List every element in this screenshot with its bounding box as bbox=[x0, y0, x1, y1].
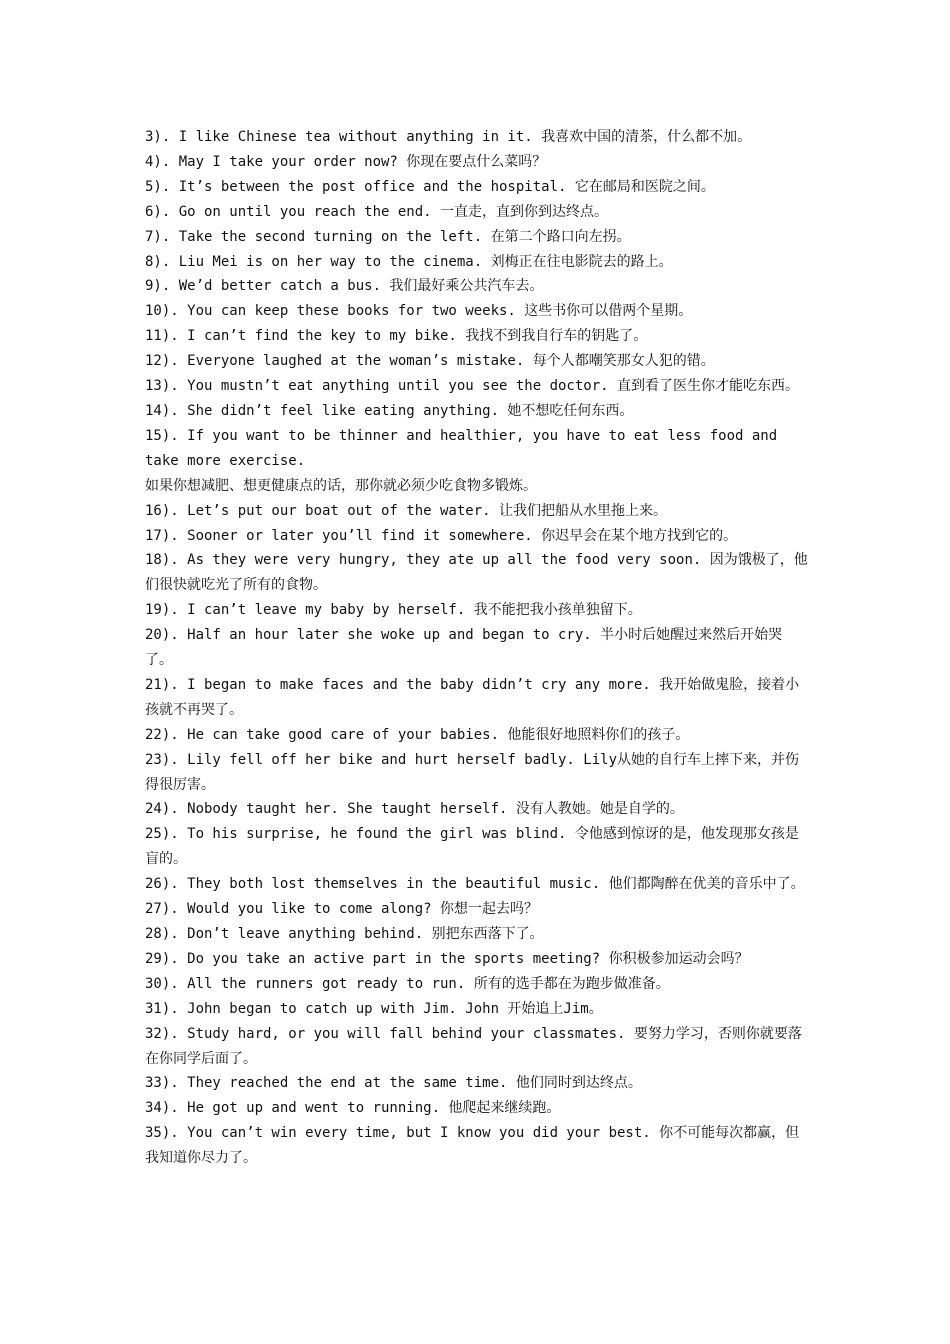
sentence-entry-13: 13). You mustn’t eat anything until you see the doctor. 直到看了医生你才能吃东西。 bbox=[145, 378, 800, 395]
sentence-entry-15: 15). If you want to be thinner and healthier, you have to eat less food and take more exercise. bbox=[145, 427, 778, 469]
sentence-entry-30: 30). All the runners got ready to run. 所有的选手都在为跑步做准备。 bbox=[145, 975, 670, 992]
sentence-entry-16: 16). Let’s put our boat out of the water. 让我们把船从水里拖上来。 bbox=[145, 502, 668, 519]
sentence-entry-34: 34). He got up and went to running. 他爬起来继续跑。 bbox=[145, 1100, 561, 1117]
sentence-entry-10: 10). You can keep these books for two weeks. 这些书你可以借两个星期。 bbox=[145, 303, 693, 320]
sentence-entry-21: 21). I began to make faces and the baby didn’t cry any more. 我开始做鬼脸，接着小孩就不再哭了。 bbox=[145, 676, 800, 718]
sentence-entry-18: 18). As they were very hungry, they ate up all the food very soon. 因为饿极了，他们很快就吃光了所有的食物。 bbox=[145, 552, 808, 594]
sentence-entry-17: 17). Sooner or later you’ll find it somewhere. 你迟早会在某个地方找到它的。 bbox=[145, 527, 738, 544]
sentence-entry-8: 8). Liu Mei is on her way to the cinema. 刘梅正在往电影院去的路上。 bbox=[145, 253, 673, 270]
sentence-entry-29: 29). Do you take an active part in the sports meeting? 你积极参加运动会吗？ bbox=[145, 950, 749, 967]
sentence-entry-32: 32). Study hard, or you will fall behind your classmates. 要努力学习，否则你就要落在你同学后面了。 bbox=[145, 1025, 802, 1067]
sentence-entry-4: 4). May I take your order now? 你现在要点什么菜吗？ bbox=[145, 153, 547, 170]
sentence-entry-35: 35). You can’t win every time, but I know you did your best. 你不可能每次都赢，但我知道你尽力了。 bbox=[145, 1125, 800, 1167]
document-page bbox=[145, 125, 810, 1171]
sentence-entry-24: 24). Nobody taught her. She taught herself. 没有人教她。她是自学的。 bbox=[145, 801, 684, 818]
sentence-entry-11: 11). I can’t find the key to my bike. 我找不到我自行车的钥匙了。 bbox=[145, 328, 648, 345]
sentence-entry-12: 12). Everyone laughed at the woman’s mistake. 每个人都嘲笑那女人犯的错。 bbox=[145, 353, 715, 370]
sentence-entry-25: 25). To his surprise, he found the girl was blind. 令他感到惊讶的是，他发现那女孩是盲的。 bbox=[145, 826, 799, 868]
sentence-entry-7: 7). Take the second turning on the left. 在第二个路口向左拐。 bbox=[145, 228, 631, 245]
sentence-entry-33: 33). They reached the end at the same time. 他们同时到达终点。 bbox=[145, 1075, 642, 1092]
sentence-entry-6: 6). Go on until you reach the end. 一直走，直到你到达终点。 bbox=[145, 203, 609, 220]
sentence-entry-23: 23). Lily fell off her bike and hurt herself badly. Lily从她的自行车上摔下来，并伤得很厉害。 bbox=[145, 751, 800, 793]
sentence-entry-5: 5). It’s between the post office and the hospital. 它在邮局和医院之间。 bbox=[145, 178, 715, 195]
sentence-entry-20: 20). Half an hour later she woke up and began to cry. 半小时后她醒过来然后开始哭了。 bbox=[145, 627, 783, 669]
sentence-entry-15-translation: 如果你想减肥、想更健康点的话，那你就必须少吃食物多锻炼。 bbox=[145, 477, 537, 494]
sentence-entry-19: 19). I can’t leave my baby by herself. 我不能把我小孩单独留下。 bbox=[145, 602, 642, 619]
sentence-entry-14: 14). She didn’t feel like eating anything. 她不想吃任何东西。 bbox=[145, 402, 634, 419]
sentence-entry-31: 31). John began to catch up with Jim. John 开始追上Jim。 bbox=[145, 1000, 603, 1017]
sentence-entry-22: 22). He can take good care of your babies. 他能很好地照料你们的孩子。 bbox=[145, 726, 690, 743]
sentence-entry-28: 28). Don’t leave anything behind. 别把东西落下了。 bbox=[145, 926, 544, 942]
sentence-entry-27: 27). Would you like to come along? 你想一起去吗？ bbox=[145, 901, 539, 918]
sentence-entry-26: 26). They both lost themselves in the beautiful music. 他们都陶醉在优美的音乐中了。 bbox=[145, 876, 805, 893]
sentence-entry-9: 9). We’d better catch a bus. 我们最好乘公共汽车去。 bbox=[145, 278, 544, 295]
sentence-entry-3: 3). I like Chinese tea without anything in it. 我喜欢中国的清茶，什么都不加。 bbox=[145, 129, 752, 145]
